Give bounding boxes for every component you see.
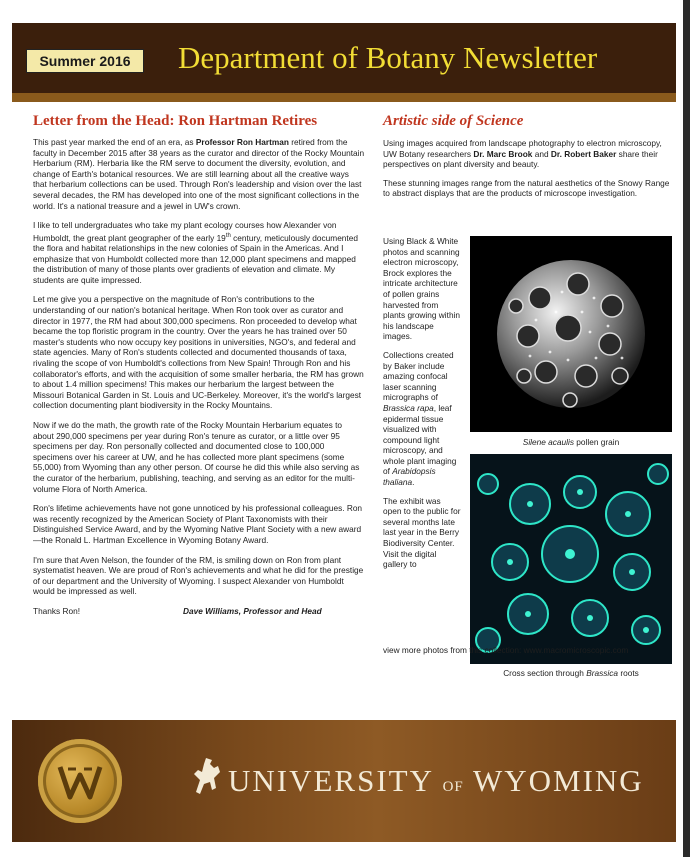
text-run: century, meticulously documented the flora and habitat relationships in the new colonies of Spain in the Americas. And I emphasize that von Humboldt collected more than 12,000 plant specimens and mapped the distribution of many of those plants over gradients of elevation and climate. My students are quite impressed. (33, 232, 358, 285)
university-wordmark (228, 763, 644, 799)
artistic-paragraph-2: These stunning images range from the natural aesthetics of the Snowy Range to abstract displays that are the products of microscope investigation. (383, 177, 670, 199)
researcher-name-1: Dr. Marc Brook (473, 148, 533, 159)
text-run: . (412, 477, 415, 488)
brassica-root-image (470, 454, 672, 664)
text-run: I like to tell undergraduates who take my plant ecology courses how Alexander von Humboldt, the great plant geographer of the early 19 (33, 220, 337, 243)
superscript: th (225, 232, 231, 239)
letter-paragraph-6: I'm sure that Aven Nelson, the founder of the RM, is smiling down on Ron from plant systematist heaven. We are proud of Ron's achievements and what he did for the prestige of our department and the University of Wyoming. I suspect Alexander von Humboldt would be impressed as well. (33, 554, 364, 597)
species-name: Brassica (586, 668, 619, 678)
text-run: roots (618, 668, 639, 678)
species-name: Brassica rapa (383, 402, 434, 413)
letter-article (33, 137, 365, 618)
letter-paragraph-3: Let me give you a perspective on the magnitude of Ron's contributions to the understanding of our nation's botanical heritage. When Ron took over as curator and director in 1977, the RM had about 300,000 specimens. Ron proceeded to develop what became the top floristic program in the country. Over the years he has trained over 50 master's students who now occupy key positions in universities, NGO's, and federal and state agencies. Many of Ron's students collected and documented thousands of taxa, rivaling the scope of von Humboldt's collections from New Spain! Through Ron and his collaborator's efforts, and with the acquisition of some smaller herbaria, the RM has grown to about 1.4 million specimens! This makes our herbarium the largest between the Missouri Botanical Garden in St. Louis and UC-Berkeley. Moreover, it's the world's largest collection documenting plant biodiversity in the Rocky Mountains. (33, 294, 364, 411)
honoree-name: Professor Ron Hartman (195, 137, 289, 147)
exhibit-paragraph: The exhibit was open to the public for several months late last year in the Berry Biodiversity Center. Visit the digital gallery to (383, 495, 461, 570)
gallery-link-line: view more photos from this collection: www.macromicroscopic.com (383, 645, 629, 655)
pollen-caption (470, 437, 672, 447)
artistic-heading: Artistic side of Science (383, 113, 524, 129)
letter-paragraph-1 (33, 137, 365, 211)
brock-paragraph: Using Black & White photos and scanning electron microscopy, Brock explores the intricate architecture of pollen grains harvested from plants growing within his landscape images. (383, 236, 461, 342)
university-seal-icon (38, 739, 122, 823)
issue-season-badge: Summer 2016 (26, 49, 144, 73)
root-cross-section-graphic (470, 454, 672, 664)
university-footer (12, 720, 676, 842)
page-edge (683, 0, 690, 857)
pollen-grain-image (470, 236, 672, 432)
species-name: Arabidopsis thaliana (383, 466, 436, 488)
species-name: Silene acaulis (522, 437, 574, 447)
text-run: Using images acquired from landscape photography to electron microscopy, UW Botany researchers (383, 138, 662, 159)
masthead-band (12, 93, 676, 102)
letter-paragraph-5: Ron's lifetime achievements have not gone unnoticed by his professional colleagues. Ron was recently recognized by the American Society of Plant Taxonomists with their Distinguished Service Award, and by the Wyoming Native Plant Society with a new award—the Ronald L. Hartman Excellence in Wyoming Botany Award. (33, 503, 363, 545)
thanks-text: Thanks Ron! (33, 605, 81, 616)
letter-heading: Letter from the Head: Ron Hartman Retires (33, 113, 318, 129)
artistic-intro (383, 138, 673, 207)
text-run: pollen grain (573, 437, 620, 447)
artistic-side-column (383, 236, 461, 578)
text-run: Collections created by Baker include amazing confocal laser scanning micrographs of (383, 349, 454, 403)
text-run: share their perspectives on plant diversity and beauty. (383, 148, 658, 170)
text-run: retired from the faculty in December 2015 after 38 years as the curator and director of the Rocky Mountain Herbarium (RM). Herbaria like the RM serve to document the diversity, evolution, and change of Earth's botanical resources. We are still learning about all the creative ways that herbarium collections can be used. Through Ron's leadership and vision over the last several decades, the RM has developed into one of the most significant collections in the world. It's a national treasure and a jewel in UW's crown. (33, 137, 365, 211)
letter-paragraph-4: Now if we do the math, the growth rate of the Rocky Mountain Herbarium equates to about 290,000 specimens per year during Ron's tenure as curator, or a little over 95 specimens per day. Ron personally collected and documented close to 100,000 specimens over his career at UW, and he has collected more plant specimens (some 55,000) from Wyoming than any other person. Of course he did this while also serving as the curator of the herbarium, publishing, teaching, and serving as an editor for the multi-volume Flora of North America. (33, 420, 360, 494)
researcher-name-2: Dr. Robert Baker (550, 148, 617, 159)
signature-line (33, 606, 365, 618)
newsletter-title: Department of Botany Newsletter (178, 40, 598, 75)
text-run: , leaf epidermal tissue visualized with compound light microscopy, and whole plant imaging of (383, 402, 457, 477)
wordmark-part: WYOMING (472, 763, 644, 798)
text-run: Cross section through (503, 668, 587, 678)
letter-paragraph-2 (33, 220, 365, 285)
signature: Dave Williams, Professor and Head (183, 605, 322, 616)
wordmark-of: OF (442, 779, 464, 795)
bucking-horse-icon (188, 754, 224, 804)
baker-paragraph (383, 350, 461, 488)
text-run: and (532, 148, 551, 159)
wordmark-part: UNIVERSITY (228, 763, 433, 798)
artistic-paragraph-1 (383, 138, 673, 170)
brassica-caption (470, 668, 672, 678)
seal-monogram (38, 739, 122, 823)
pollen-grain-graphic (470, 236, 672, 432)
text-run: This past year marked the end of an era, as (33, 137, 196, 147)
